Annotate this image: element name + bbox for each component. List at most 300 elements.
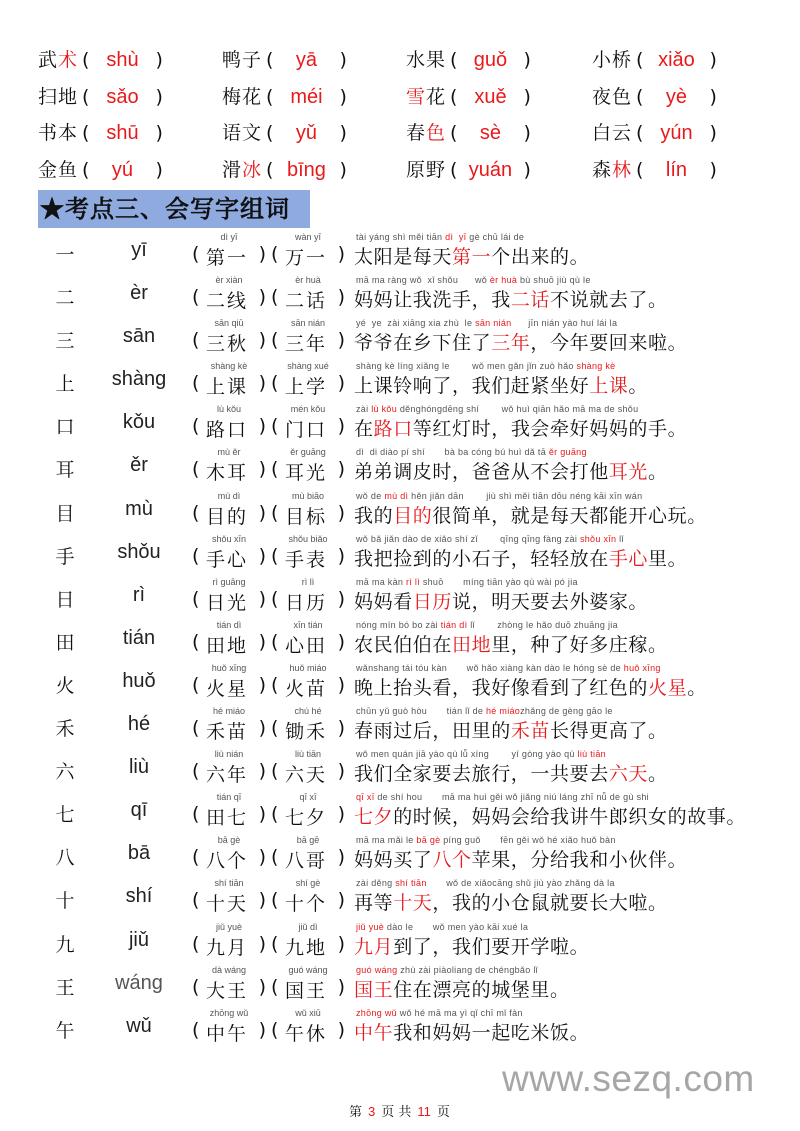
pinyin-answer: shù [106, 49, 139, 71]
pinyin-answer: yuán [468, 158, 513, 181]
compound-word [190, 400, 268, 443]
word-pinyin-item [592, 115, 721, 151]
open-paren: ( [192, 544, 200, 567]
compound-word [269, 487, 347, 530]
character: 午 [55, 1019, 75, 1042]
open-paren: ( [636, 49, 644, 71]
character-pinyin: wáng [115, 971, 163, 994]
word-text: 火星 [206, 677, 249, 700]
close-paren: ) [258, 932, 266, 955]
word-pair [190, 616, 350, 659]
example-sentence [354, 357, 794, 400]
pinyin-answer: bīng [286, 158, 326, 181]
sentence-text: 九月到了，我们要开学啦。 [354, 935, 590, 958]
character-pinyin: tián [122, 626, 156, 649]
compound-word [269, 616, 347, 659]
word-pinyin-item [406, 152, 535, 188]
footer-prefix: 第 [349, 1105, 363, 1120]
word-pinyin: shí tiān [214, 878, 244, 889]
open-paren: ( [271, 1018, 279, 1041]
footer-middle: 页 共 [381, 1105, 412, 1120]
word-pinyin-item [222, 79, 351, 115]
compound-word [190, 573, 268, 616]
word-pinyin: sān nián [290, 318, 326, 329]
character-pinyin: kǒu [122, 411, 156, 434]
word-text: 木耳 [206, 462, 249, 485]
word-pinyin: tián dì [216, 619, 242, 630]
word-text: 二话 [285, 290, 328, 313]
character: 田 [55, 631, 75, 654]
word-pinyin: qī xī [299, 792, 317, 803]
sentence-text: 妈妈买了八个苹果，分给我和小伙伴。 [354, 849, 688, 872]
word-text: 中午 [206, 1022, 249, 1045]
character-pinyin: sān [122, 325, 156, 348]
open-paren: ( [192, 329, 200, 352]
grid-row [38, 152, 798, 189]
word-pinyin: rì guāng [212, 576, 246, 587]
word-pair [190, 918, 350, 961]
close-paren: ) [339, 85, 347, 108]
word: 梅花 [222, 85, 263, 108]
close-paren: ) [258, 889, 266, 912]
pinyin-answer: yú [111, 158, 134, 181]
practice-row [0, 314, 800, 357]
word-pair [190, 228, 350, 271]
sentence-text: 七夕的时候，妈妈会给我讲牛郎织女的故事。 [354, 806, 747, 829]
sentence-pinyin: chūn yǔ guò hòu tián lǐ de hé miáozhǎng de gèng gāo le [356, 706, 613, 717]
word-pinyin: shàng xué [287, 361, 329, 372]
sentence-text: 上课铃响了，我们赶紧坐好上课。 [354, 375, 649, 398]
open-paren: ( [266, 158, 274, 181]
word: 白云 [592, 122, 633, 144]
word-pair [190, 530, 350, 573]
word-text: 八哥 [285, 850, 328, 873]
open-paren: ( [271, 415, 279, 438]
compound-word [269, 745, 347, 788]
open-paren: ( [271, 329, 279, 352]
word-text: 目标 [285, 505, 328, 528]
sentence-pinyin: zhōng wǔ wǒ hé mā ma yì qǐ chī mǐ fàn [356, 1007, 523, 1018]
close-paren: ) [337, 717, 345, 740]
word-pair [190, 487, 350, 530]
character-pinyin: hé [127, 713, 151, 736]
open-paren: ( [450, 49, 458, 71]
example-sentence [354, 271, 794, 314]
practice-row [0, 745, 800, 788]
total-pages: 11 [417, 1104, 431, 1119]
open-paren: ( [450, 158, 458, 181]
word-pair [190, 573, 350, 616]
compound-word [190, 788, 268, 831]
word-pair [190, 961, 350, 1004]
example-sentence [354, 616, 794, 659]
word-pinyin-item [592, 42, 721, 78]
example-sentence [354, 443, 794, 486]
example-sentence [354, 745, 794, 788]
close-paren: ) [709, 158, 717, 181]
open-paren: ( [266, 49, 274, 71]
word-text: 三年 [285, 333, 328, 356]
grid-row [38, 42, 798, 79]
word-pinyin: bā gē [296, 835, 320, 846]
close-paren: ) [339, 122, 347, 144]
word-text: 手表 [285, 548, 328, 571]
close-paren: ) [337, 889, 345, 912]
close-paren: ) [337, 846, 345, 869]
word-pinyin: ěr guāng [290, 447, 326, 458]
sentence-pinyin: guó wáng zhù zài piàoliang de chéngbǎo lǐ [356, 964, 538, 975]
word-pinyin: wàn yī [294, 232, 321, 242]
word-pinyin: wǔ xiū [295, 1007, 321, 1018]
example-sentence [354, 831, 794, 874]
sentence-text: 国王住在漂亮的城堡里。 [354, 978, 570, 1001]
word: 原野 [406, 158, 447, 181]
section-title: ★考点三、会写字组词 [38, 190, 310, 228]
close-paren: ) [709, 85, 717, 108]
open-paren: ( [192, 630, 200, 653]
word-pinyin: shǒu xīn [211, 533, 247, 544]
open-paren: ( [271, 501, 279, 524]
grid-row [38, 115, 798, 152]
word-pinyin: dì yī [220, 232, 238, 242]
open-paren: ( [82, 122, 90, 144]
close-paren: ) [258, 673, 266, 696]
word-pair [190, 874, 350, 917]
sentence-text: 在路口等红灯时，我会牵好妈妈的手。 [354, 418, 688, 441]
close-paren: ) [337, 329, 345, 352]
open-paren: ( [636, 85, 644, 108]
word-pinyin: shàng kè [210, 361, 248, 372]
character-pinyin: huǒ [122, 669, 156, 692]
word-pinyin: lù kǒu [216, 404, 242, 415]
word-text: 第一 [206, 247, 249, 269]
character: 日 [55, 588, 75, 611]
word-pinyin-item [38, 115, 167, 151]
word: 水果 [406, 49, 447, 71]
compound-word [269, 702, 347, 745]
sentence-text: 晚上抬头看，我好像看到了红色的火星。 [354, 676, 707, 699]
practice-row [0, 443, 800, 486]
character-pinyin: ěr [130, 454, 148, 477]
close-paren: ) [523, 122, 531, 144]
pinyin-answer: xuě [474, 85, 507, 108]
sentence-text: 我的目的很简单，就是每天都能开心玩。 [354, 504, 707, 527]
word-pair [190, 659, 350, 702]
open-paren: ( [450, 122, 458, 144]
open-paren: ( [192, 846, 200, 869]
practice-row [0, 1004, 800, 1047]
word-text: 锄禾 [285, 721, 328, 744]
pinyin-answer: guǒ [473, 49, 508, 71]
word-text: 六天 [285, 764, 328, 787]
word-text: 禾苗 [206, 721, 249, 744]
character: 二 [55, 287, 75, 310]
pinyin-answer: yā [295, 49, 318, 71]
word: 武术 [38, 49, 79, 71]
page-footer [346, 1101, 453, 1120]
close-paren: ) [258, 760, 266, 783]
sentence-pinyin: mā ma mǎi le bā gè píng guǒ fēn gěi wǒ hé xiǎo huǒ bàn [356, 835, 616, 846]
close-paren: ) [155, 85, 163, 108]
close-paren: ) [709, 122, 717, 144]
sentence-pinyin: wǒ bǎ jiǎn dào de xiǎo shí zǐ qīng qīng fàng zài shǒu xīn lǐ [356, 533, 624, 544]
character: 禾 [55, 718, 75, 741]
sentence-text: 太阳是每天第一个出来的。 [354, 246, 590, 268]
close-paren: ) [337, 415, 345, 438]
word-pinyin: liù nián [214, 749, 244, 760]
open-paren: ( [271, 673, 279, 696]
close-paren: ) [337, 803, 345, 826]
word-text: 三秋 [206, 333, 249, 356]
character-pinyin: qī [130, 799, 148, 822]
word-pinyin: sān qiū [214, 318, 244, 329]
close-paren: ) [337, 630, 345, 653]
close-paren: ) [339, 158, 347, 181]
sentence-pinyin: zài děng shí tiān wǒ de xiǎocāng shǔ jiù yào zhǎng dà la [356, 878, 615, 889]
practice-row [0, 228, 800, 271]
watermark: www.sezq.com [502, 1058, 755, 1099]
sentence-pinyin: wǒ men quán jiā yào qù lǚ xíng yí gòng yào qù liù tiān [356, 749, 606, 760]
practice-row [0, 487, 800, 530]
open-paren: ( [271, 803, 279, 826]
word-pinyin: liù tiān [294, 749, 321, 760]
compound-word [269, 831, 347, 874]
word-text: 日光 [206, 591, 249, 614]
close-paren: ) [337, 1018, 345, 1041]
word-pair [190, 400, 350, 443]
practice-row [0, 874, 800, 917]
example-sentence [354, 228, 794, 271]
compound-word [269, 788, 347, 831]
sentence-pinyin: dì di diào pí shí bà ba cóng bú huì dǎ tā ěr guāng [356, 447, 587, 458]
close-paren: ) [155, 158, 163, 181]
close-paren: ) [258, 458, 266, 481]
pinyin-answer: méi [290, 85, 323, 108]
word: 滑冰 [222, 158, 263, 181]
open-paren: ( [192, 458, 200, 481]
open-paren: ( [192, 286, 200, 309]
word-pinyin-item [222, 152, 351, 188]
word-pinyin: mén kǒu [290, 404, 326, 415]
pinyin-answer: yè [665, 85, 688, 108]
compound-word [190, 487, 268, 530]
word-pinyin: èr huà [295, 275, 321, 286]
word-pinyin: dà wáng [211, 964, 247, 975]
character: 火 [55, 674, 75, 697]
sentence-pinyin: mā ma ràng wǒ xǐ shǒu wǒ èr huà bù shuō jiù qù le [356, 275, 591, 286]
word-pinyin-item [406, 42, 535, 78]
word: 扫地 [38, 85, 79, 108]
character: 七 [55, 804, 75, 827]
example-sentence [354, 400, 794, 443]
word-pinyin-item [222, 42, 351, 78]
open-paren: ( [192, 803, 200, 826]
word-text: 门口 [285, 419, 328, 442]
word-pinyin: mù ěr [217, 447, 241, 458]
word-pair [190, 357, 350, 400]
open-paren: ( [192, 717, 200, 740]
practice-row [0, 357, 800, 400]
compound-word [190, 659, 268, 702]
word: 小桥 [592, 49, 633, 71]
character: 三 [55, 330, 75, 353]
open-paren: ( [271, 587, 279, 610]
word-text: 万一 [285, 247, 328, 269]
close-paren: ) [523, 49, 531, 71]
character: 口 [55, 416, 75, 439]
example-sentence [354, 573, 794, 616]
word-pinyin-item [38, 152, 167, 188]
word-text: 上课 [206, 376, 249, 399]
compound-word [190, 228, 268, 271]
sentence-pinyin: zài lù kǒu děnghóngdēng shí wǒ huì qiān hǎo mā ma de shǒu [356, 404, 639, 415]
compound-word [269, 271, 347, 314]
word-text: 田地 [206, 634, 249, 657]
close-paren: ) [337, 760, 345, 783]
sentence-pinyin: wǒ de mù dì hěn jiǎn dān jiù shì měi tiān dōu néng kāi xīn wán [356, 490, 643, 501]
word: 书本 [38, 122, 79, 144]
word-pair [190, 788, 350, 831]
word-pinyin-item [592, 152, 721, 188]
close-paren: ) [258, 587, 266, 610]
pinyin-answer: yún [660, 122, 693, 144]
open-paren: ( [192, 932, 200, 955]
character-pinyin: wǔ [126, 1014, 152, 1037]
word-pair [190, 443, 350, 486]
word-pinyin-item [38, 79, 167, 115]
close-paren: ) [337, 587, 345, 610]
word-text: 午休 [285, 1022, 328, 1045]
word-pair [190, 314, 350, 357]
close-paren: ) [258, 717, 266, 740]
word-pair [190, 271, 350, 314]
word-pinyin: tián qī [216, 792, 242, 803]
compound-word [190, 961, 268, 1004]
word-pinyin-item [406, 115, 535, 151]
word-pinyin: huǒ xīng [211, 662, 247, 673]
practice-row [0, 918, 800, 961]
close-paren: ) [155, 49, 163, 71]
open-paren: ( [450, 85, 458, 108]
sentence-pinyin: tài yáng shì měi tiān dì yī gè chū lái de [356, 232, 525, 242]
compound-word [269, 400, 347, 443]
open-paren: ( [271, 372, 279, 395]
compound-word [190, 831, 268, 874]
open-paren: ( [271, 286, 279, 309]
compound-word [269, 530, 347, 573]
word-pinyin: shí gè [295, 878, 321, 889]
open-paren: ( [271, 889, 279, 912]
sentence-text: 我们全家要去旅行，一共要去六天。 [354, 763, 668, 786]
example-sentence [354, 659, 794, 702]
word-pinyin: shǒu biǎo [288, 533, 328, 544]
character-pinyin: shǒu [117, 540, 161, 563]
compound-word [269, 314, 347, 357]
character-pinyin: shí [125, 885, 153, 908]
word-pinyin-item [592, 79, 721, 115]
compound-word [190, 314, 268, 357]
compound-word [190, 271, 268, 314]
close-paren: ) [337, 975, 345, 998]
word-pinyin: mù dì [217, 490, 241, 501]
open-paren: ( [82, 85, 90, 108]
word-text: 十天 [206, 893, 249, 916]
word-pinyin: zhōng wǔ [209, 1007, 249, 1018]
word-pinyin: xīn tián [293, 619, 323, 630]
word-pair [190, 831, 350, 874]
footer-suffix: 页 [436, 1105, 450, 1120]
word-text: 国王 [285, 979, 328, 1002]
close-paren: ) [258, 243, 266, 265]
sentence-text: 我把捡到的小石子，轻轻放在手心里。 [354, 547, 688, 570]
character-pinyin: jiǔ [128, 928, 149, 951]
compound-word [190, 918, 268, 961]
example-sentence [354, 530, 794, 573]
open-paren: ( [271, 717, 279, 740]
sentence-text: 妈妈看日历说，明天要去外婆家。 [354, 590, 649, 613]
example-sentence [354, 314, 794, 357]
sentence-pinyin: wǎnshang tái tóu kàn wǒ hǎo xiàng kàn dào le hóng sè de huǒ xīng [356, 662, 661, 673]
example-sentence [354, 788, 794, 831]
pinyin-answer: sè [479, 122, 502, 144]
sentence-pinyin: mā ma kàn rì lì shuō míng tiān yào qù wài pó jia [356, 576, 578, 587]
character: 九 [55, 933, 75, 956]
close-paren: ) [258, 975, 266, 998]
word-pinyin: jiǔ yuè [215, 921, 242, 932]
word-text: 火苗 [285, 677, 328, 700]
open-paren: ( [271, 458, 279, 481]
sentence-text: 妈妈让我洗手，我二话不说就去了。 [354, 289, 668, 312]
open-paren: ( [192, 501, 200, 524]
practice-row [0, 788, 800, 831]
character-pinyin: shàng [111, 368, 167, 391]
sentence-text: 春雨过后，田里的禾苗长得更高了。 [354, 720, 668, 743]
practice-row [0, 573, 800, 616]
character: 耳 [55, 459, 75, 482]
word-text: 田七 [206, 807, 249, 830]
close-paren: ) [258, 1018, 266, 1041]
word-pair [190, 1004, 350, 1047]
close-paren: ) [337, 501, 345, 524]
word-pinyin-item [406, 79, 535, 115]
open-paren: ( [192, 372, 200, 395]
example-sentence [354, 487, 794, 530]
sentence-pinyin: shàng kè líng xiǎng le wǒ men gǎn jǐn zuò hǎo shàng kè [356, 361, 616, 372]
compound-word [190, 1004, 268, 1047]
character: 手 [55, 545, 75, 568]
open-paren: ( [82, 158, 90, 181]
close-paren: ) [258, 846, 266, 869]
character: 上 [55, 373, 75, 396]
sentence-pinyin: qī xī de shí hou mā ma huì gěi wǒ jiǎng niú láng zhī nǚ de gù shi [356, 792, 649, 803]
character: 一 [55, 244, 75, 266]
character-pinyin: mù [125, 497, 153, 520]
word-pinyin: bā gè [217, 835, 241, 846]
word-pinyin: hé miáo [212, 706, 246, 717]
open-paren: ( [271, 243, 279, 265]
compound-word [269, 1004, 347, 1047]
word-text: 上学 [285, 376, 328, 399]
close-paren: ) [337, 243, 345, 265]
close-paren: ) [258, 544, 266, 567]
practice-row [0, 702, 800, 745]
open-paren: ( [266, 122, 274, 144]
practice-row [0, 616, 800, 659]
grid-row [38, 79, 798, 116]
compound-word [269, 659, 347, 702]
compound-word [190, 357, 268, 400]
open-paren: ( [266, 85, 274, 108]
